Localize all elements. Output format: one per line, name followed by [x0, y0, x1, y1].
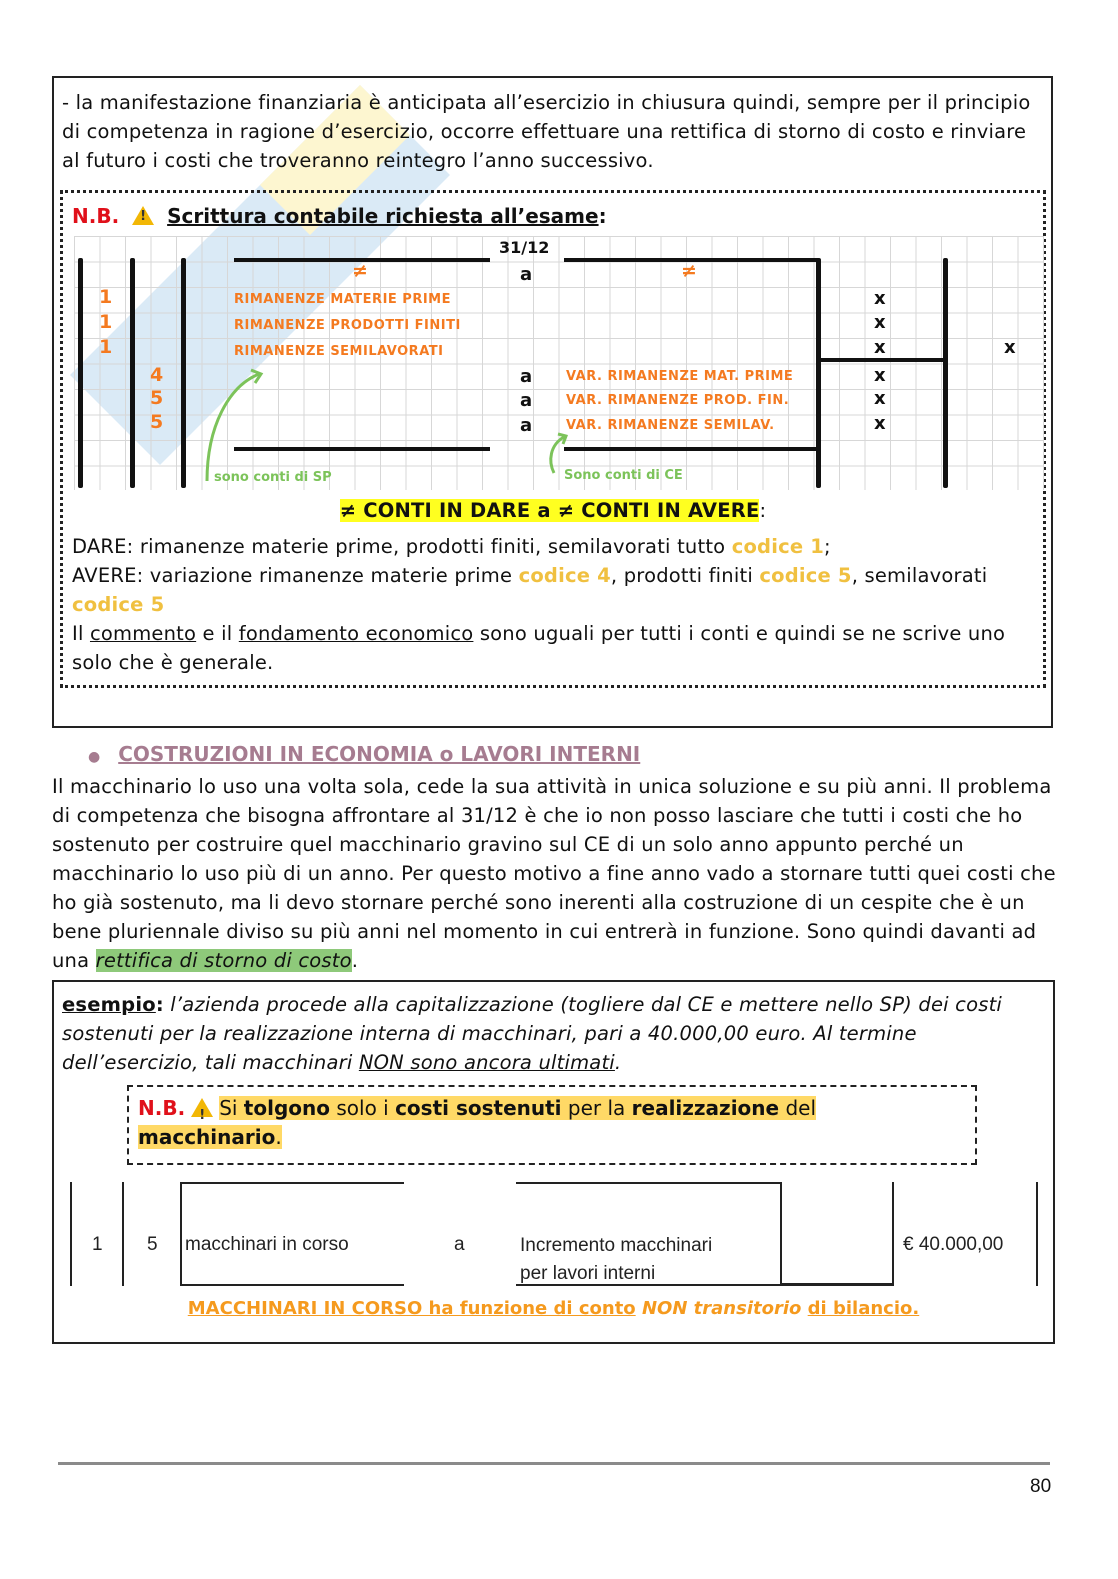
- section-heading: ● COSTRUZIONI IN ECONOMIA o LAVORI INTERNI: [88, 742, 641, 766]
- code-dare: 1: [92, 1234, 103, 1255]
- code-badge: codice 4: [518, 564, 611, 587]
- dare-account: macchinari in corso: [185, 1234, 349, 1255]
- avere-bottom-line: [564, 447, 818, 451]
- amount-mark: x: [874, 365, 886, 386]
- column-divider: [130, 258, 135, 488]
- journal-entry-grid: 31/12 a ≠ ≠ 1 1 1 4 5 5 RIMANENZE MATERIE PRIME RIMANENZE PRODOTTI FINITI RIMANENZE SEMILAVORATI a a a VAR. RIMANENZE MAT. PRIME VAR. RIMANENZE PROD. FIN. VAR. RIMANENZE SEMILAV. x x x x x x x sono conti di SP Sono conti di CE: [74, 236, 1044, 490]
- dare-account: RIMANENZE SEMILAVORATI: [234, 344, 444, 359]
- amount-mark: x: [874, 388, 886, 409]
- entry-date: 31/12: [499, 238, 550, 257]
- column-divider: [1036, 1182, 1038, 1286]
- avere-account: VAR. RIMANENZE SEMILAV.: [566, 418, 775, 433]
- nb-title: Scrittura contabile richiesta all’esame: [167, 204, 599, 228]
- dare-account: RIMANENZE MATERIE PRIME: [234, 292, 451, 307]
- warning-icon: [132, 206, 154, 225]
- intro-paragraph: - la manifestazione finanziaria è anticipata all’esercizio in chiusura quindi, sempre per il principio di competenza in ragione d’esercizio, occorre effettuare una rettifica di storno di costo e rinviare al futuro i costi che troveranno reintegro l’anno successivo.: [62, 91, 1031, 172]
- example-label: esempio: [62, 993, 156, 1016]
- avere-account: VAR. RIMANENZE MAT. PRIME: [566, 369, 794, 384]
- avere-account: per lavori interni: [520, 1263, 656, 1284]
- avere-account: VAR. RIMANENZE PROD. FIN.: [566, 393, 790, 408]
- avere-account: Incremento macchinari: [520, 1235, 713, 1256]
- code-badge: codice 5: [759, 564, 852, 587]
- example-text: esempio: l’azienda procede alla capitalizzazione (togliere dal CE e mettere nello SP) dei costi sostenuti per la realizzazione interna di macchinari, pari a 40.000,00 euro. Al termine dell’esercizio, tali macchinari NON sono ancora ultimati.: [62, 993, 1003, 1074]
- amount-mark: x: [874, 413, 886, 434]
- nb-note: N.B. ! Si tolgono solo i costi sostenuti per la realizzazione del macchinario.: [138, 1094, 968, 1152]
- dare-account: RIMANENZE PRODOTTI FINITI: [234, 318, 461, 333]
- note-ce: Sono conti di CE: [564, 468, 683, 483]
- highlight-term: rettifica di storno di costo: [95, 949, 352, 972]
- column-divider: [892, 1182, 894, 1286]
- column-divider: [816, 258, 821, 488]
- not-equal-sign: ≠: [681, 260, 697, 282]
- total-line: [782, 1283, 892, 1286]
- amount-mark: x: [874, 312, 886, 333]
- total-line: [818, 358, 946, 362]
- bullet-icon: ●: [88, 749, 101, 765]
- arrow-icon: [199, 366, 269, 486]
- dare-bottom-line: [234, 447, 490, 451]
- nb-label: N.B.: [72, 204, 120, 228]
- column-divider: [181, 258, 186, 488]
- footer-divider: [58, 1462, 1050, 1465]
- column-divider: [122, 1182, 124, 1286]
- code-badge: codice 1: [731, 535, 825, 558]
- dare-explanation: DARE: rimanenze materie prime, prodotti finiti, semilavorati tutto codice 1; AVERE: variazione rimanenze materie prime codice 4, prodotti finiti codice 5, semilavorati codice 5 Il commento e il fondamento economico sono uguali per tutti i conti e quindi se ne scrive uno solo che è generale.: [72, 535, 1006, 674]
- column-divider: [943, 258, 948, 488]
- amount: € 40.000,00: [903, 1234, 1004, 1255]
- amount-mark: x: [874, 337, 886, 358]
- conto-note: MACCHINARI IN CORSO ha funzione di conto NON transitorio di bilancio.: [187, 1298, 920, 1319]
- not-equal-sign: ≠: [352, 260, 368, 282]
- column-divider: [70, 1182, 72, 1286]
- section-body: Il macchinario lo uso una volta sola, cede la sua attività in unica soluzione e su più anni. Il problema di competenza che bisogna affrontare al 31/12 è che io non posso lasciare che tutti i costi che ho sostenuto per costruire quel macchinario gravino sul CE di un solo anno appunto perché un macchinario lo uso più di un anno. Per questo motivo a fine anno vado a stornare tutti quei costi che ho già sostenuto, ma li devo stornare perché sono inerenti alla costruzione di un cespite che è un bene pluriennale diviso su più anni nel momento in cui entrerà in funzione. Sono quindi davanti ad una rettifica di storno di costo.: [52, 775, 1056, 972]
- rule-title: ≠ CONTI IN DARE a ≠ CONTI IN AVERE:: [339, 499, 767, 522]
- warning-icon: [191, 1098, 213, 1117]
- nb-heading: N.B. ! Scrittura contabile richiesta all’esame:: [72, 204, 607, 228]
- column-divider: [78, 258, 83, 488]
- code-avere: 5: [147, 1234, 158, 1255]
- code-badge: codice 5: [72, 593, 165, 616]
- amount-mark: x: [874, 288, 886, 309]
- note-sp: sono conti di SP: [214, 470, 332, 485]
- total-mark: x: [1004, 337, 1016, 358]
- page-number: 80: [1030, 1476, 1052, 1497]
